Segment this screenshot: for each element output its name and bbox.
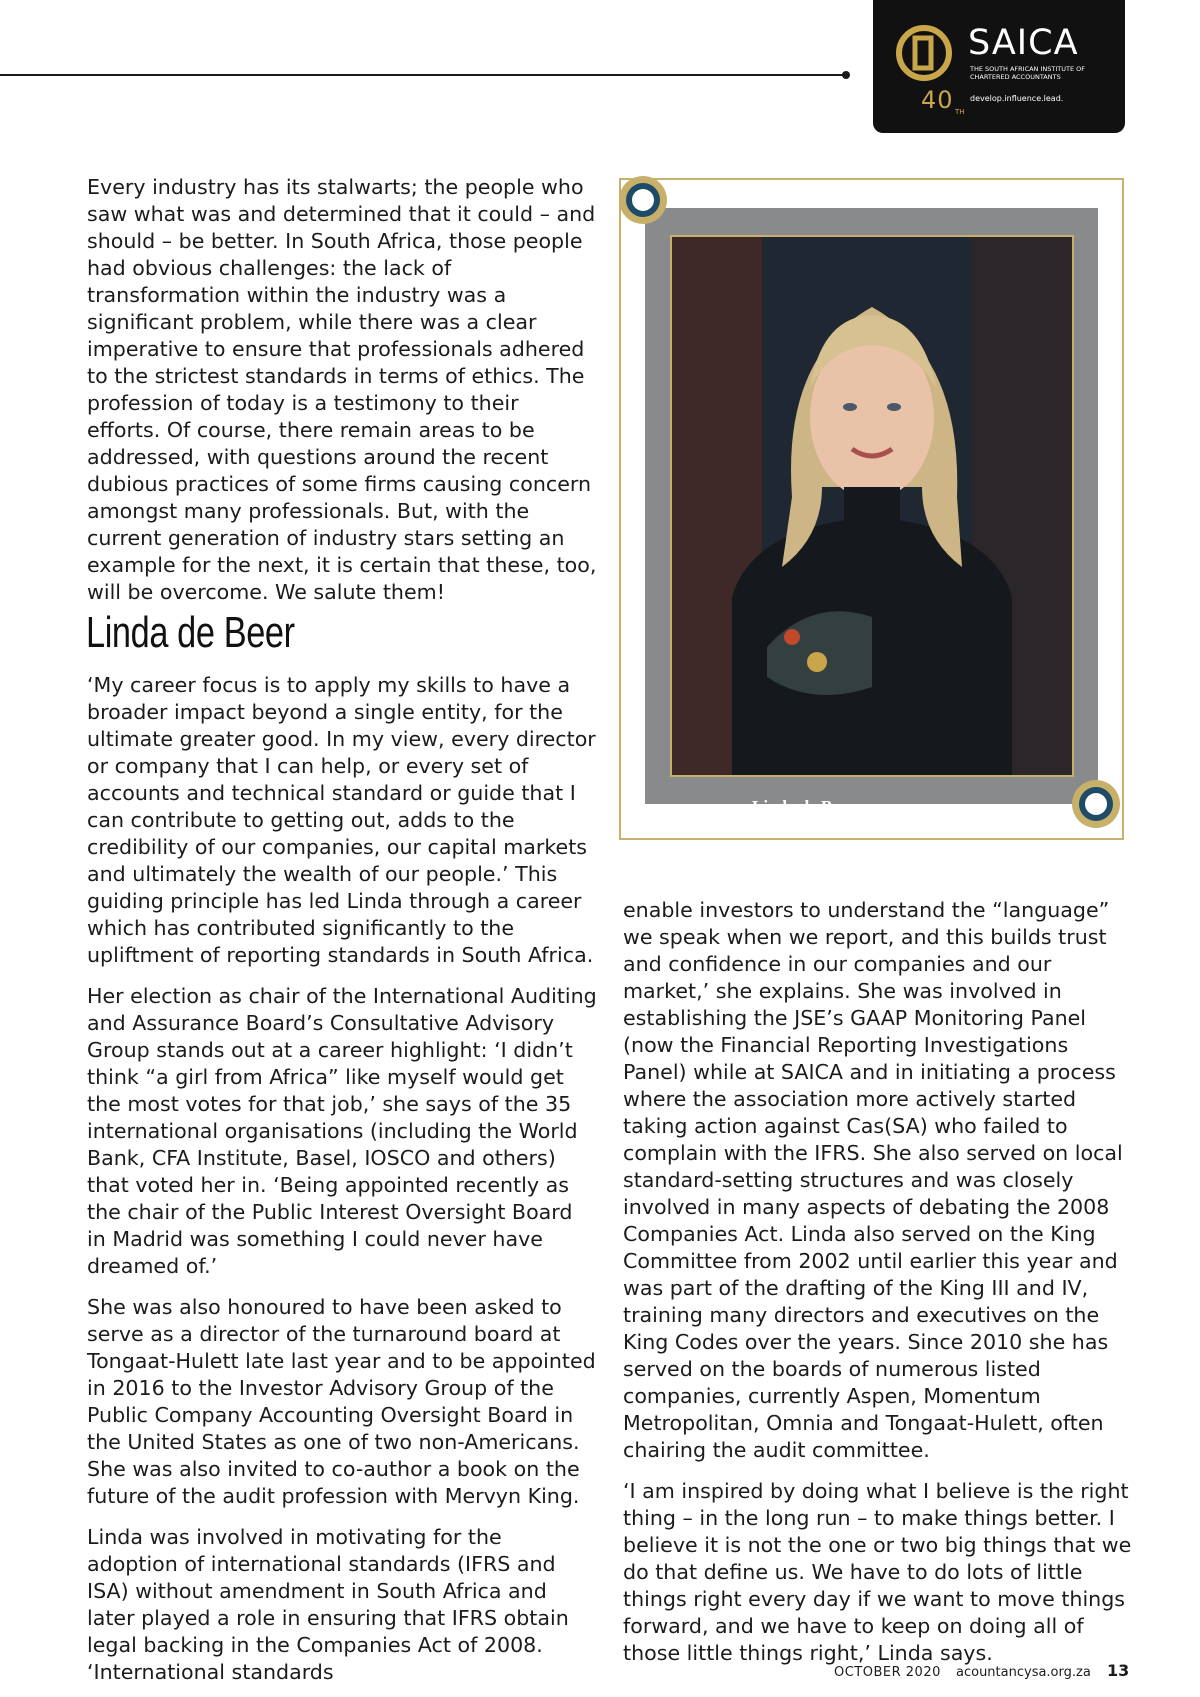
body-paragraph: She was also honoured to have been asked to serve as a director of the turnaround board at Tongaat-Hulett late last year and to be appointed in 2016 to the Investor Advisory Group of the Public Company Accounting Oversight Board in the United States as one of two non-Americans. She was also invited to co-author a book on the future of the audit profession with Mervyn King. — [87, 1295, 596, 1508]
logo-subtitle: THE SOUTH AFRICAN INSTITUTE OF CHARTERED ACCOUNTANTS — [970, 65, 1086, 81]
body-paragraph: Linda was involved in motivating for the adoption of international standards (IFRS and ISA) without amendment in South Africa and later played a role in ensuring that IFRS obtain legal backing in the Companies Act of 2008. ‘International standards — [87, 1525, 569, 1684]
ring-ornament-icon — [619, 176, 667, 224]
intro-column — [87, 174, 597, 606]
footer-site-link[interactable]: acountancysa.org.za — [956, 1665, 1091, 1680]
body-paragraph: ‘I am inspired by doing what I believe is the right thing – in the long run – to make things better. I believe it is not the one or two big things that we do that define us. We have to do lots of little things right every day if we want to move things forward, and we have to keep on doing all of those little things right,’ Linda says. — [623, 1479, 1132, 1665]
logo-name: SAICA — [968, 23, 1079, 63]
portrait-photo — [670, 235, 1074, 816]
header-rule-dot — [842, 71, 850, 79]
portrait-frame — [619, 176, 1126, 842]
saica-logo[interactable] — [873, 0, 1125, 133]
ring-ornament-icon — [1072, 780, 1120, 828]
header-rule — [0, 74, 845, 76]
ca-monogram-icon — [895, 24, 953, 82]
article-right-column — [623, 897, 1133, 1667]
anniversary-number: 40 — [921, 86, 954, 114]
body-paragraph: ‘My career focus is to apply my skills to have a broader impact beyond a single entity, for the ultimate greater good. In my view, every director or company that I can help, or every set of accounts and technical standard or guide that I can contribute to getting out, adds to the credibility of our companies, our capital markets and ultimately the wealth of our people.’ This guiding principle has led Linda through a career which has contributed significantly to the upliftment of reporting standards in South Africa. — [87, 673, 596, 967]
body-paragraph: enable investors to understand the “language” we speak when we report, and this builds trust and confidence in our companies and our market,’ she explains. She was involved in establishing the JSE’s GAAP Monitoring Panel (now the Financial Reporting Investigations Panel) while at SAICA and in initiating a process where the association more actively started taking action against Cas(SA) who failed to complain with the IFRS. She also served on local standard-setting structures and was closely involved in many aspects of debating the 2008 Companies Act. Linda also served on the King Committee from 2002 until earlier this year and was part of the drafting of the King III and IV, training many directors and executives on the King Codes over the years. Since 2010 she has served on the boards of numerous listed companies, currently Aspen, Momentum Metropolitan, Omnia and Tongaat-Hulett, often chairing the audit committee. — [623, 898, 1123, 1462]
intro-paragraph: Every industry has its stalwarts; the people who saw what was and determined that it could – and should – be better. In South Africa, those people had obvious challenges: the lack of transformation within the industry was a significant problem, while there was a clear imperative to ensure that professionals adhered to the strictest standards in terms of ethics. The profession of today is a testimony to their efforts. Of course, there remain areas to be addressed, with questions around the recent dubious practices of some firms causing concern amongst many professionals. But, with the current generation of industry stars setting an example for the next, it is certain that these, too, will be overcome. We salute them! — [87, 175, 597, 604]
article-heading: Linda de Beer — [86, 608, 295, 657]
anniversary-suffix: TH — [955, 108, 965, 116]
footer-month: OCTOBER 2020 — [834, 1665, 941, 1680]
page-number: 13 — [1107, 1661, 1130, 1680]
article-left-column — [87, 672, 597, 1686]
portrait-illustration — [672, 237, 1072, 775]
body-paragraph: Her election as chair of the International Auditing and Assurance Board’s Consultative Advisory Group stands out at a career highlight: ‘I didn’t think “a girl from Africa” like myself would get the most votes for that job,’ she says of the 35 international organisations (including the World Bank, CFA Institute, Basel, IOSCO and others) that voted her in. ‘Being appointed recently as the chair of the Public Interest Oversight Board in Madrid was something I could never have dreamed of.’ — [87, 984, 597, 1278]
photo-caption: Linda de Beer — [752, 797, 855, 816]
logo-tagline: develop.influence.lead. — [970, 94, 1064, 103]
